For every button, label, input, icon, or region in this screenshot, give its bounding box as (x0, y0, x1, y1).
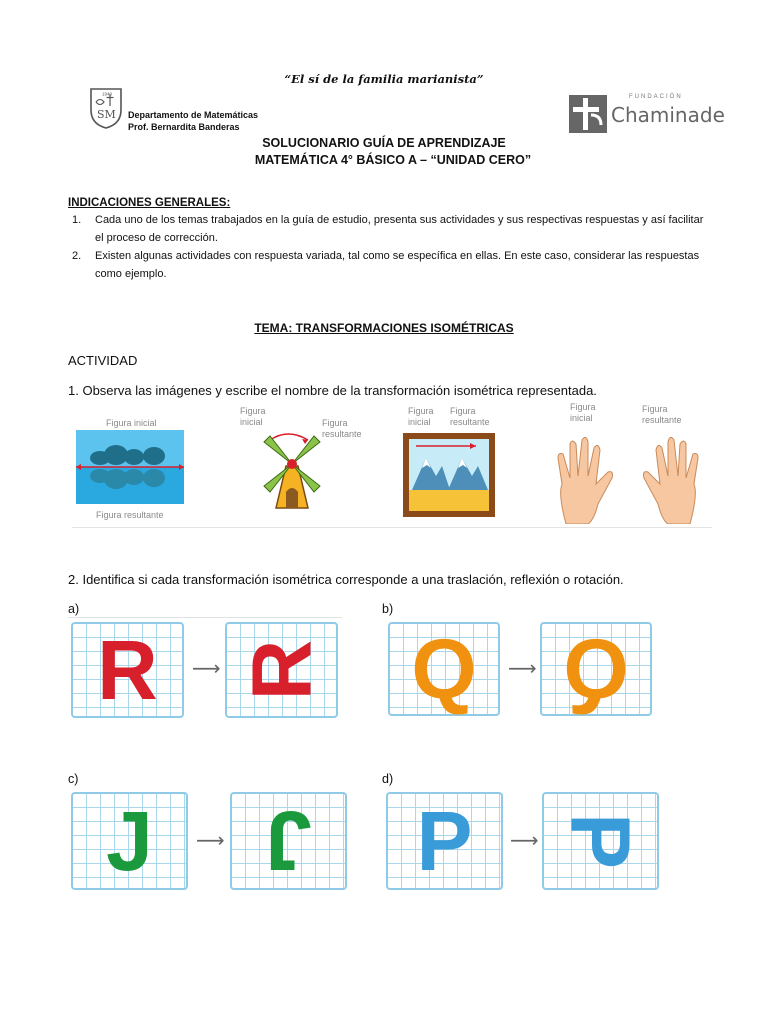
q1-image-translation-mountains (400, 404, 496, 528)
actividad-heading: ACTIVIDAD (68, 353, 138, 368)
caption-figura-resultante: Figura resultante (450, 406, 490, 427)
question-1-text: 1. Observa las imágenes y escribe el nombre de la transformación isométrica representada. (68, 383, 597, 398)
framed-mountains-icon (402, 432, 496, 518)
letter-q-initial: Q (411, 622, 477, 716)
item-d-label: d) (382, 772, 394, 786)
title-line-1: SOLUCIONARIO GUÍA DE APRENDIZAJE (262, 136, 506, 150)
department-name: Departamento de Matemáticas (128, 110, 259, 120)
list-item (70, 211, 710, 247)
item-b-result-grid (540, 622, 652, 716)
hands-icon (548, 434, 708, 524)
document-title (0, 135, 768, 169)
caption-figura-inicial: Figura inicial (106, 418, 157, 428)
chaminade-wordmark: Chaminade (611, 103, 725, 127)
chaminade-small-label: FUNDACIÓN (629, 94, 683, 100)
crest-letters: SM (97, 108, 116, 121)
item-d-result-grid (542, 792, 659, 890)
caption-figura-resultante: Figura resultante (96, 510, 164, 520)
arrow-right-icon: ⟶ (196, 830, 225, 852)
teacher-name: Prof. Bernardita Banderas (128, 122, 240, 132)
list-item-number: 2. (72, 250, 82, 262)
list-item-number: 1. (72, 214, 82, 226)
q1-image-reflection-hands (548, 400, 708, 528)
item-c-label: c) (68, 772, 79, 786)
q1-divider (72, 527, 712, 528)
list-item-text: Existen algunas actividades con respuesta variada, tal como se específica en ellas. En este caso, considerar las respuestas como ejemplo. (95, 250, 700, 280)
item-b-initial-grid (388, 622, 500, 716)
tema-heading: TEMA: TRANSFORMACIONES ISOMÉTRICAS (254, 321, 514, 335)
caption-figura-inicial: Figura inicial (240, 406, 266, 427)
caption-figura-inicial: Figura inicial (570, 402, 596, 423)
caption-figura-resultante: Figura resultante (322, 418, 362, 439)
item-c-initial-grid (71, 792, 188, 890)
letter-j-result: J (265, 794, 312, 888)
arrow-right-icon: ⟶ (510, 830, 539, 852)
list-item (70, 247, 710, 283)
q1-image-rotation-windmill (236, 404, 366, 528)
letter-r-initial: R (97, 623, 158, 717)
indicaciones-heading: INDICACIONES GENERALES: (68, 197, 231, 209)
item-a-result-grid (225, 622, 338, 718)
title-line-2: MATEMÁTICA 4° BÁSICO A – “UNIDAD CERO” (254, 153, 532, 167)
motto: “El sí de la familia marianista” (284, 72, 484, 86)
crest-year: 1940 (102, 91, 113, 97)
caption-figura-resultante: Figura resultante (642, 404, 682, 425)
question-2-text: 2. Identifica si cada transformación isométrica corresponde a una traslación, reflexión o rotación. (68, 572, 624, 587)
arrow-right-icon: ⟶ (508, 658, 537, 680)
item-d-initial-grid (386, 792, 503, 890)
reflected-landscape-icon (76, 430, 184, 504)
crest-icon (88, 86, 124, 130)
chaminade-emblem-icon (569, 95, 607, 133)
letter-p-initial: P (416, 794, 473, 888)
item-a-label: a) (68, 602, 80, 616)
indicaciones-list (70, 211, 710, 283)
chaminade-logo (569, 94, 725, 134)
letter-q-result: Q (563, 622, 629, 716)
arrow-right-icon: ⟶ (192, 658, 221, 680)
letter-j-initial: J (106, 794, 153, 888)
letter-r-result: R (234, 639, 329, 701)
school-crest (88, 86, 124, 130)
item-a-initial-grid (71, 622, 184, 718)
letter-p-result: P (553, 812, 648, 870)
item-c-result-grid (230, 792, 347, 890)
q1-image-reflection-landscape (72, 404, 196, 528)
list-item-text: Cada uno de los temas trabajados en la guía de estudio, presenta sus actividades y sus respectivas respuestas y así facilitar el proceso de corrección. (95, 214, 704, 244)
windmill-icon (236, 428, 356, 518)
header-department-block (128, 109, 258, 133)
caption-figura-inicial: Figura inicial (408, 406, 434, 427)
item-b-label: b) (382, 602, 394, 616)
